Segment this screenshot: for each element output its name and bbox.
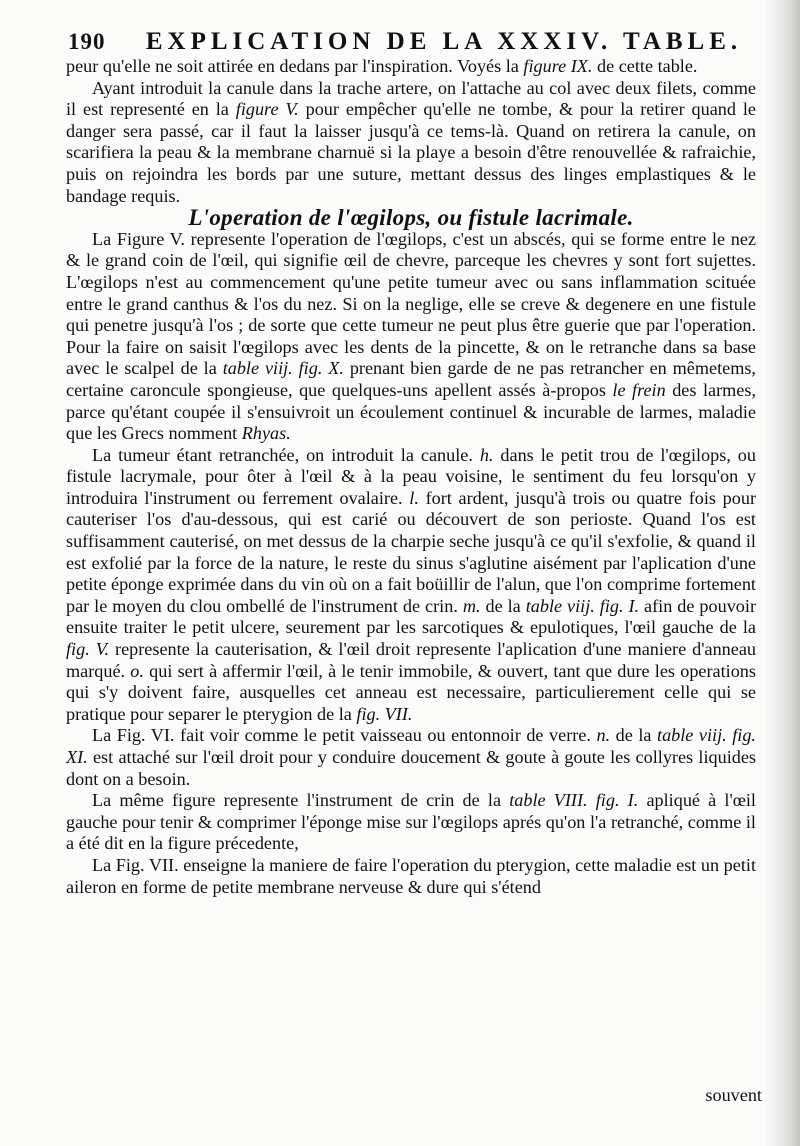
text-run: peur qu'elle ne soit attirée en dedans par l'inspiration. Voyés la [66,56,524,76]
text-run: apliqué à l'œil gauche pour tenir & comprimer l'éponge mise sur l'œgilops aprés qu'on l'a retranché, comme il a été dit en la figure précedente, [66,790,756,854]
text-run: pour empêcher qu'elle ne tombe, & pour la retirer quand le danger sera passé, car il faut la laisser jusqu'à ce tems-là. Quand on retirera la canule, on scarifiera la peau & la membrane charnuë si la playe a besoin d'être renouvellée & rafraichie, puis on rejoindra les bords par une suture, mettant dessus des linges emplastiques & le bandage requis. [66,99,756,206]
text-run: fort ardent, jusqu'à trois ou quatre fois pour cauteriser l'os d'au-dessous, qui est carié ou découvert de son perioste. Quand l'os est suffisamment cauterisé, on met dessus de la charpie seche jusqu'à ce qu'il s'exfolie, & quand il est exfolié par la force de la nature, le reste du sinus s'aglutine aisément par l'aplication d'une petite éponge exprimée dans du vin où on a fait boüillir de l'alun, que l'on comprime fortement par le moyen du clou ombellé de l'instrument de crin. [66,487,757,616]
italic-reference: figure V. [235,99,299,120]
text-run: des larmes, parce qu'étant coupée il s'ensuivroit un écoulement continuel & incurable de larmes, maladie que les Grecs nomment [66,379,756,444]
italic-reference: fig. VII. [356,703,413,724]
text-run: La tumeur étant retranchée, on introduit la canule. [92,444,480,465]
paragraph [66,229,756,445]
italic-reference: le frein [612,379,666,400]
paragraph [66,855,756,898]
paragraph [66,725,756,790]
text-run: prenant bien garde de ne pas retrancher en mêmetems, certaine caroncule spongieuse, que quelques-uns apellent assés à-propos [66,358,756,400]
text-run: dans le petit trou de l'œgilops, ou fistule lacrymale, pour ôter à l'œil & à la peau voisine, le sentiment du feu lorsqu'on y introduira l'instrument ou ferrement ovalaire. [66,444,756,508]
text-run: de la [610,725,658,746]
text-run: afin de pouvoir ensuite traiter le petit ulcere, seurement par les sarcotiques & epulotiques, l'œil gauche de la [66,595,756,638]
text-run: La Fig. VI. fait voir comme le petit vaisseau ou entonnoir de verre. [92,725,597,746]
page-gutter-shadow [764,0,800,1146]
section-heading: L'operation de l'œgilops, ou fistule lacrimale. [188,205,634,231]
text-run: La Figure V. represente l'operation de l'œgilops, c'est un abscés, qui se forme entre le nez & le grand coin de l'œil, qui signifie œil de chevre, parceque les chevres y sont fort sujettes. L'œgilops n'est au commencement qu'une petite tumeur avec ou sans inflammation scituée entre le grand canthus & l'os du nez. Si on la neglige, elle se creve & degenere en une fistule qui penetre jusqu'à l'os ; de sorte que cette tumeur ne peut plus être guerie que par l'operation. Pour la faire on saisit l'œgilops avec les dents de la pincette, & on le retranche dans sa base avec le scalpel de la [66,228,756,379]
italic-reference: n. [596,725,611,746]
italic-reference: o. [130,660,144,681]
text-run: de cette table. [592,56,698,76]
italic-reference: m. [462,595,481,616]
text-run: Ayant introduit la canule dans la trache artere, on l'attache au col avec deux filets, comme il est representé en la [66,77,756,120]
text-run: de la [480,595,526,616]
page-number: 190 [68,29,106,54]
italic-reference: h. [479,444,494,465]
italic-reference: table VIII. fig. I. [509,790,639,811]
italic-reference: figure IX. [523,56,593,76]
catchword: souvent [705,1085,762,1105]
paragraph [66,445,756,726]
paragraph [66,56,756,78]
text-run: La Fig. VII. enseigne la maniere de faire l'operation du pterygion, cette maladie est un petit aileron en forme de petite membrane nerveuse & dure qui s'étend [66,854,756,897]
italic-reference: table viij. fig. X. [222,358,344,379]
italic-reference: table viij. fig. I. [525,595,640,616]
text-run: qui sert à affermir l'œil, à le tenir immobile, & ouvert, tant que dure les operations qui s'y doivent faire, ausquelles cet anneau est necessaire, particulierement celle qui se pratique pour separer le pterygion de la [66,660,756,724]
italic-reference: fig. V. [66,639,110,660]
italic-reference: l. [409,487,419,508]
paragraph [66,790,756,855]
paragraph [66,78,756,208]
italic-reference: table viij. fig. XI. [66,725,756,767]
text-run: La même figure represente l'instrument de crin de la [92,790,510,811]
running-title: EXPLICATION DE LA XXXIV. TABLE. [145,28,743,55]
text-run: represente la cauterisation, & l'œil droit represente l'aplication d'une maniere d'anneau marqué. [66,639,756,681]
body-text [66,56,756,898]
text-run: est attaché sur l'œil droit pour y conduire doucement & goute à goute les collyres liquides dont on a besoin. [66,747,756,789]
italic-reference: Rhyas. [241,423,291,444]
